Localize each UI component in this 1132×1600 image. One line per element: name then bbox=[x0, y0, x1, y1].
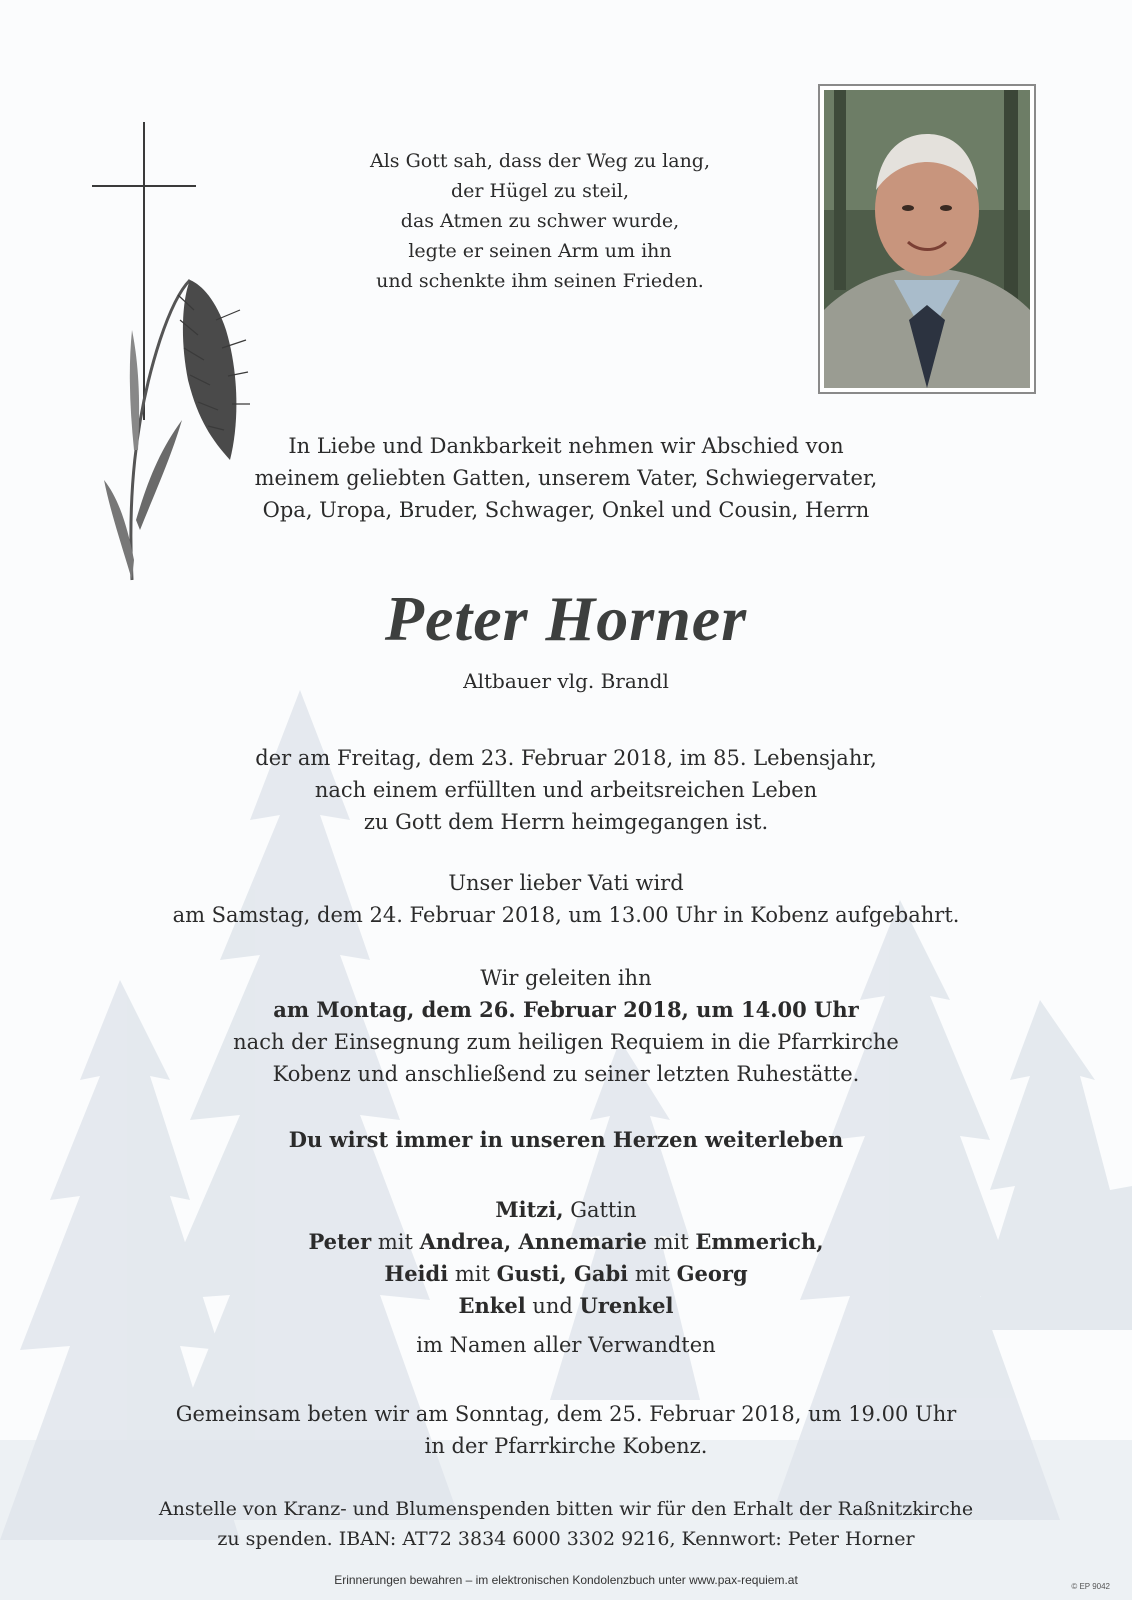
poem-line: der Hügel zu steil, bbox=[451, 180, 629, 202]
death-notice bbox=[0, 742, 1132, 838]
family-connector: und bbox=[525, 1294, 580, 1318]
family-row bbox=[0, 1258, 1132, 1290]
family-member: Mitzi, bbox=[495, 1197, 564, 1222]
family-member: Peter bbox=[308, 1229, 372, 1254]
poem-line: Als Gott sah, dass der Weg zu lang, bbox=[369, 150, 711, 172]
farewell-intro bbox=[0, 430, 1132, 526]
death-line: zu Gott dem Herrn heimgegangen ist. bbox=[363, 810, 769, 834]
family-connector: mit bbox=[628, 1262, 677, 1286]
donation-notice bbox=[0, 1494, 1132, 1554]
funeral-line: nach der Einsegnung zum heiligen Requiem in die Pfarrkirche bbox=[233, 1030, 899, 1054]
laid-out-line: am Samstag, dem 24. Februar 2018, um 13.00 Uhr in Kobenz aufgebahrt. bbox=[172, 903, 960, 927]
poem-line: legte er seinen Arm um ihn bbox=[408, 240, 672, 262]
family-connector: mit bbox=[646, 1230, 696, 1254]
cross-wheat-emblem bbox=[90, 120, 250, 600]
deceased-name: Peter Horner bbox=[384, 583, 748, 654]
laid-out-line: Unser lieber Vati wird bbox=[448, 871, 684, 895]
print-code: © EP 9042 bbox=[1071, 1582, 1110, 1591]
laying-out-notice bbox=[0, 867, 1132, 931]
family-connector: mit bbox=[371, 1230, 420, 1254]
family-member: Heidi bbox=[384, 1261, 449, 1286]
family-relation: Gattin bbox=[563, 1198, 637, 1222]
funeral-date: am Montag, dem 26. Februar 2018, um 14.00 Uhr bbox=[273, 997, 859, 1022]
family-connector: mit bbox=[448, 1262, 497, 1286]
death-line: nach einem erfüllten und arbeitsreichen Leben bbox=[314, 778, 818, 802]
prayer-line: in der Pfarrkirche Kobenz. bbox=[424, 1434, 708, 1458]
poem-line: und schenkte ihm seinen Frieden. bbox=[376, 270, 704, 292]
deceased-vulgo: Altbauer vlg. Brandl bbox=[463, 669, 669, 693]
funeral-line: Kobenz und anschließend zu seiner letzten Ruhestätte. bbox=[272, 1062, 860, 1086]
portrait-photo bbox=[818, 84, 1036, 394]
cross-icon bbox=[92, 122, 196, 420]
funeral-line: Wir geleiten ihn bbox=[480, 966, 652, 990]
family-row bbox=[0, 1290, 1132, 1322]
donation-line: zu spenden. IBAN: AT72 3834 6000 3302 9216, Kennwort: Peter Horner bbox=[217, 1528, 915, 1550]
family-member: Andrea, Annemarie bbox=[419, 1229, 647, 1254]
death-line: der am Freitag, dem 23. Februar 2018, im 85. Lebensjahr, bbox=[255, 746, 877, 770]
family-member: Emmerich, bbox=[695, 1229, 824, 1254]
funeral-notice bbox=[0, 962, 1132, 1090]
relatives-line: im Namen aller Verwandten bbox=[416, 1333, 716, 1357]
poem-line: das Atmen zu schwer wurde, bbox=[400, 210, 680, 232]
family-member: Gusti, Gabi bbox=[496, 1261, 629, 1286]
intro-line: Opa, Uropa, Bruder, Schwager, Onkel und Cousin, Herrn bbox=[262, 498, 870, 522]
family-member: Enkel bbox=[458, 1293, 526, 1318]
family-list bbox=[0, 1194, 1132, 1322]
footer-condolence-note: Erinnerungen bewahren – im elektronischen Kondolenzbuch unter www.pax-requiem.at bbox=[334, 1573, 798, 1587]
family-member: Georg bbox=[676, 1261, 748, 1286]
intro-line: meinem geliebten Gatten, unserem Vater, Schwiegervater, bbox=[254, 466, 878, 490]
intro-line: In Liebe und Dankbarkeit nehmen wir Abschied von bbox=[288, 434, 844, 458]
poem bbox=[340, 146, 740, 296]
prayer-line: Gemeinsam beten wir am Sonntag, dem 25. Februar 2018, um 19.00 Uhr bbox=[175, 1402, 957, 1426]
prayer-notice bbox=[0, 1398, 1132, 1462]
family-row bbox=[0, 1226, 1132, 1258]
donation-line: Anstelle von Kranz- und Blumenspenden bitten wir für den Erhalt der Raßnitzkirche bbox=[158, 1498, 974, 1520]
family-row bbox=[0, 1194, 1132, 1226]
family-member: Urenkel bbox=[579, 1293, 674, 1318]
motto: Du wirst immer in unseren Herzen weiterleben bbox=[288, 1127, 844, 1152]
